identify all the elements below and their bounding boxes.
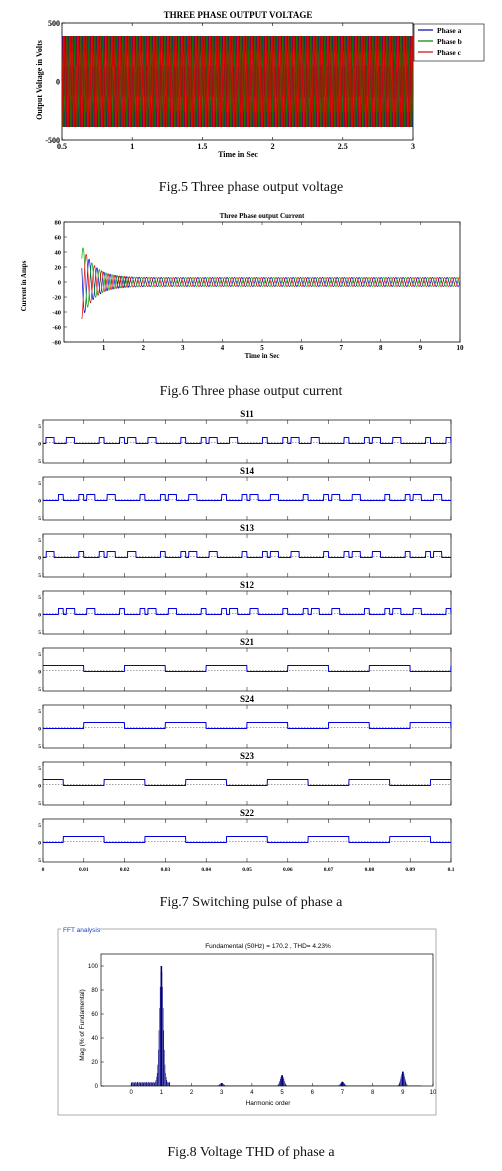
fig8-xtick-label: 9	[401, 1090, 405, 1096]
fig6-xtick-label: 3	[181, 344, 185, 352]
fig7-panel	[38, 808, 451, 864]
fig8-xtick-label: 7	[340, 1090, 345, 1096]
fig8-ytick-label: 60	[91, 1012, 98, 1018]
fig7-panel-title: S21	[239, 637, 255, 647]
fig5-xtick-label: 2.5	[337, 142, 348, 151]
figure-6	[0, 208, 502, 368]
fig7-ytick-label: 5	[38, 801, 41, 807]
fig6-chart	[0, 208, 502, 368]
fig7-xtick-label: 0.02	[119, 867, 130, 873]
fig7-chart	[0, 408, 502, 873]
fig7-xtick-label: 0.09	[405, 867, 416, 873]
fig7-panel-title: S14	[239, 466, 255, 476]
fig7-xtick-label: 0.07	[323, 867, 334, 873]
fig7-ytick-label: 5	[38, 630, 41, 636]
fig5-ytick-label: -500	[45, 136, 60, 145]
fig8-xtick-label: 1	[159, 1090, 164, 1096]
fig5-xtick-label: 1.5	[197, 142, 208, 151]
fig5-legend-label: Phase b	[437, 37, 462, 46]
figure-5	[0, 0, 502, 160]
fig7-panel-title: S12	[239, 580, 255, 590]
fig7-ytick-label: 0	[38, 441, 41, 448]
fig7-ytick-label: 0	[38, 783, 41, 790]
fig8-ytick-label: 100	[87, 964, 98, 970]
fig7-ytick-label: 5	[38, 652, 41, 658]
fig6-xtick-label: 4	[220, 344, 225, 352]
fig6-ytick-label: 60	[54, 234, 61, 242]
fig5-caption: Fig.5 Three phase output voltage	[158, 180, 344, 195]
figure-7	[0, 408, 502, 873]
fig5-title: THREE PHASE OUTPUT VOLTAGE	[163, 10, 313, 20]
fig6-ytick-label: 80	[54, 219, 61, 227]
fig6-ylabel: Current in Amps	[20, 260, 28, 312]
fig6-ytick-label: -60	[52, 324, 61, 332]
fig6-xtick-label: 10	[456, 344, 464, 352]
fig7-panel-title: S11	[240, 409, 254, 419]
fig6-ytick-label: 40	[54, 249, 61, 257]
fig6-xtick-label: 6	[299, 344, 304, 352]
fig7-ytick-label: 0	[38, 612, 41, 619]
fig8-chart	[0, 920, 502, 1120]
fig7-ytick-label: 0	[38, 726, 41, 733]
fig7-ytick-label: 0	[38, 840, 41, 847]
fig7-panel	[38, 466, 451, 522]
fig5-xtick-label: 3	[411, 142, 415, 151]
fig7-ytick-label: 5	[38, 424, 41, 430]
fig7-ytick-label: 5	[38, 709, 41, 715]
fig8-plot-frame	[101, 954, 433, 1086]
fig7-xtick-label: 0.06	[282, 867, 293, 873]
fig6-xtick-label: 5	[260, 344, 264, 352]
fig8-xtick-label: 6	[310, 1090, 314, 1096]
fig7-panel	[38, 580, 451, 636]
fig8-xlabel: Harmonic order	[245, 1100, 291, 1107]
fig8-title: Fundamental (50Hz) = 170.2 , THD= 4.23%	[205, 943, 331, 950]
fig7-panel-title: S13	[239, 523, 255, 533]
fig7-panel	[38, 694, 451, 750]
fig8-xtick-label: 0	[129, 1090, 133, 1096]
fig8-ytick-label: 40	[91, 1036, 98, 1042]
figure-8	[0, 920, 502, 1120]
fig7-xtick-label: 0.1	[447, 867, 455, 873]
fig7-ytick-label: 5	[38, 823, 41, 829]
fig7-panel-title: S24	[239, 694, 255, 704]
fig7-panel	[38, 637, 451, 693]
fig7-xtick-label: 0.01	[78, 867, 89, 873]
fig7-ytick-label: 5	[38, 481, 41, 487]
fig5-xtick-label: 1	[130, 142, 135, 151]
fig7-ytick-label: 5	[38, 744, 41, 750]
fig6-xtick-label: 2	[141, 344, 145, 352]
fig8-xtick-label: 4	[250, 1090, 254, 1096]
fig6-ytick-label: 0	[57, 279, 61, 287]
fig7-panel-title: S23	[239, 751, 255, 761]
fig6-xtick-label: 7	[339, 344, 343, 352]
fig7-ytick-label: 5	[38, 538, 41, 544]
fig5-xtick-label: 2	[270, 142, 275, 151]
fig6-caption: Fig.6 Three phase output current	[159, 384, 343, 399]
fig8-xtick-label: 3	[220, 1090, 224, 1096]
fig8-ytick-label: 20	[91, 1060, 98, 1066]
fig6-ytick-label: 20	[54, 264, 61, 272]
fig8-ylabel: Mag (% of Fundamental)	[79, 989, 86, 1061]
fig7-ytick-label: 5	[38, 766, 41, 772]
fig7-caption: Fig.7 Switching pulse of phase a	[159, 895, 343, 910]
fig7-ytick-label: 5	[38, 516, 41, 522]
fig7-xtick-label: 0.05	[242, 867, 252, 873]
fig7-panel	[38, 409, 451, 465]
fig8-xtick-label: 2	[189, 1090, 194, 1096]
fig5-legend	[414, 24, 484, 61]
fig5-xlabel: Time in Sec	[218, 150, 258, 159]
fig7-panel	[38, 751, 451, 807]
fig6-xtick-label: 1	[101, 344, 106, 352]
fig7-xtick-label: 0	[41, 867, 45, 873]
fig7-ytick-label: 0	[38, 555, 41, 562]
fig8-xtick-label: 5	[280, 1090, 284, 1096]
fig8-xtick-label: 10	[429, 1090, 437, 1096]
fig8-caption: Fig.8 Voltage THD of phase a	[167, 1145, 335, 1160]
fig7-ytick-label: 0	[38, 669, 41, 676]
fig5-legend-label: Phase c	[437, 48, 461, 57]
fig6-ytick-label: -20	[52, 294, 61, 302]
fig8-ytick-label: 80	[91, 988, 98, 994]
fig7-xtick-label: 0.08	[364, 867, 375, 873]
fig6-ytick-label: -40	[52, 309, 61, 317]
fig6-title: Three Phase output Current	[219, 212, 305, 220]
fig7-xtick-label: 0.03	[160, 867, 171, 873]
fig7-xtick-label: 0.04	[201, 867, 212, 873]
fig7-ytick-label: 5	[38, 459, 41, 465]
fig5-xtick-label: 0.5	[57, 142, 67, 151]
fig5-ylabel: Output Voltage in Volts	[35, 40, 44, 120]
fig6-xtick-label: 9	[418, 344, 423, 352]
fig7-ytick-label: 5	[38, 573, 41, 579]
fig6-ytick-label: -80	[52, 339, 61, 347]
fig5-ytick-label: 500	[48, 19, 60, 28]
fig7-ytick-label: 5	[38, 858, 41, 864]
fig5-chart	[0, 0, 502, 160]
fig7-ytick-label: 0	[38, 498, 41, 505]
fig7-panel-title: S22	[239, 808, 255, 818]
fig6-xtick-label: 8	[379, 344, 383, 352]
fig8-ytick-label: 0	[94, 1084, 98, 1090]
fig7-ytick-label: 5	[38, 687, 41, 693]
fig5-ytick-label: 0	[56, 77, 60, 87]
fig5-legend-label: Phase a	[437, 26, 462, 35]
fig7-ytick-label: 5	[38, 595, 41, 601]
fig8-xtick-label: 8	[370, 1090, 375, 1096]
fig6-xlabel: Time in Sec	[244, 352, 280, 360]
fig7-panel	[38, 523, 451, 579]
fft-panel-label: FFT analysis	[63, 927, 101, 934]
